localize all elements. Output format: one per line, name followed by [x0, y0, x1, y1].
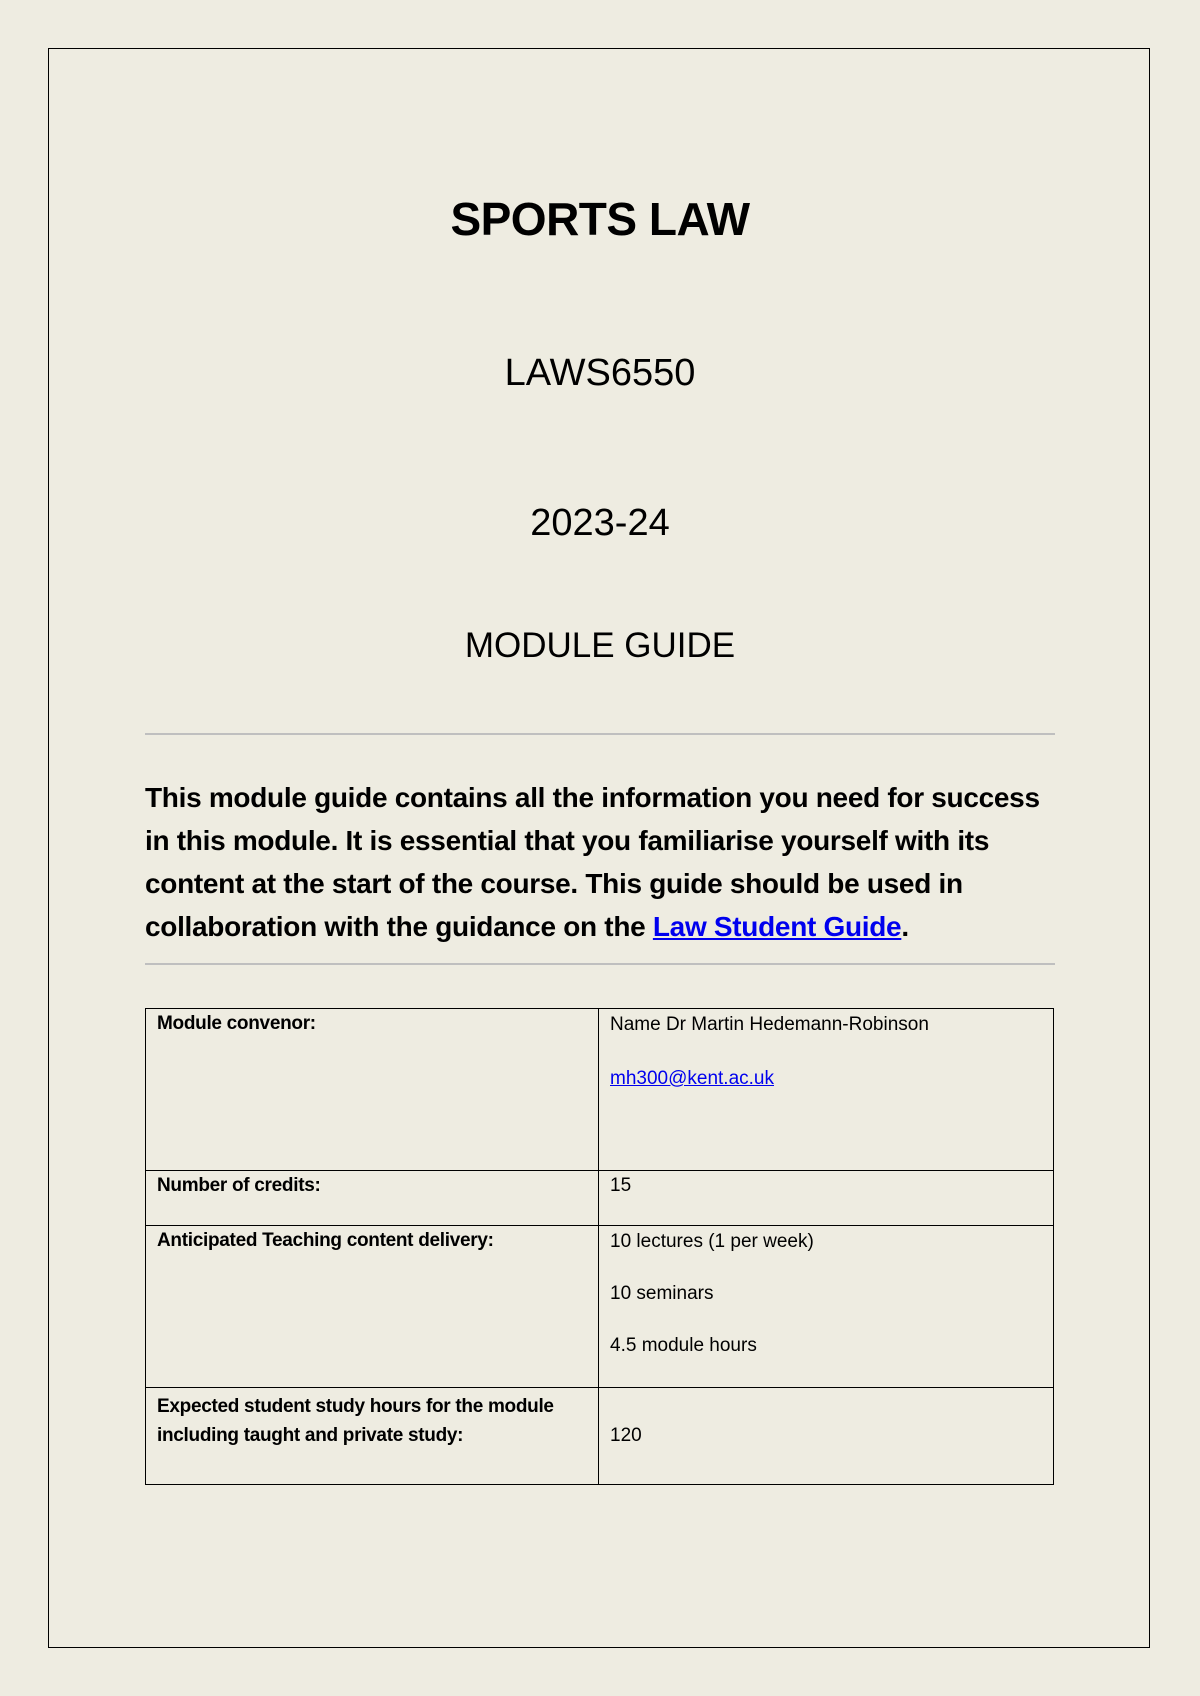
study-hours-label-line2: including taught and private study:: [157, 1425, 464, 1446]
intro-text: This module guide contains all the information you need for success in this module. It is essential that you familiarise yourself with its content at the start of the course. This guide should be used in collaboration with the guidance on the: [145, 782, 1040, 942]
module-code: LAWS6550: [504, 352, 696, 394]
credits-value: 15: [599, 1171, 1054, 1226]
study-hours-value: 120: [599, 1388, 1054, 1485]
convenor-cell: [599, 1009, 1054, 1171]
divider-bottom: [145, 963, 1055, 965]
delivery-item-module-hours: 4.5 module hours: [610, 1335, 757, 1356]
study-hours-label: [146, 1388, 599, 1485]
convenor-name: Name Dr Martin Hedemann-Robinson: [610, 1014, 929, 1035]
divider-top: [145, 733, 1055, 735]
delivery-item-seminars: 10 seminars: [610, 1283, 714, 1304]
delivery-label: Anticipated Teaching content delivery:: [146, 1226, 599, 1388]
table-row-convenor: [146, 1009, 1054, 1171]
table-row-study-hours: [146, 1388, 1054, 1485]
credits-label: Number of credits:: [146, 1171, 599, 1226]
convenor-email-link[interactable]: mh300@kent.ac.uk: [610, 1068, 774, 1089]
module-details-table: [145, 1008, 1054, 1485]
law-student-guide-link[interactable]: Law Student Guide: [652, 911, 902, 942]
study-hours-label-line1: Expected student study hours for the module: [157, 1396, 554, 1417]
intro-end: .: [901, 911, 909, 942]
table-row-delivery: [146, 1226, 1054, 1388]
academic-year: 2023-24: [530, 502, 670, 544]
intro-paragraph: [145, 776, 1060, 948]
convenor-label: Module convenor:: [146, 1009, 599, 1171]
module-title: SPORTS LAW: [450, 193, 750, 245]
delivery-item-lectures: 10 lectures (1 per week): [610, 1231, 814, 1252]
table-row-credits: [146, 1171, 1054, 1226]
delivery-cell: [599, 1226, 1054, 1388]
document-type: MODULE GUIDE: [464, 626, 736, 665]
